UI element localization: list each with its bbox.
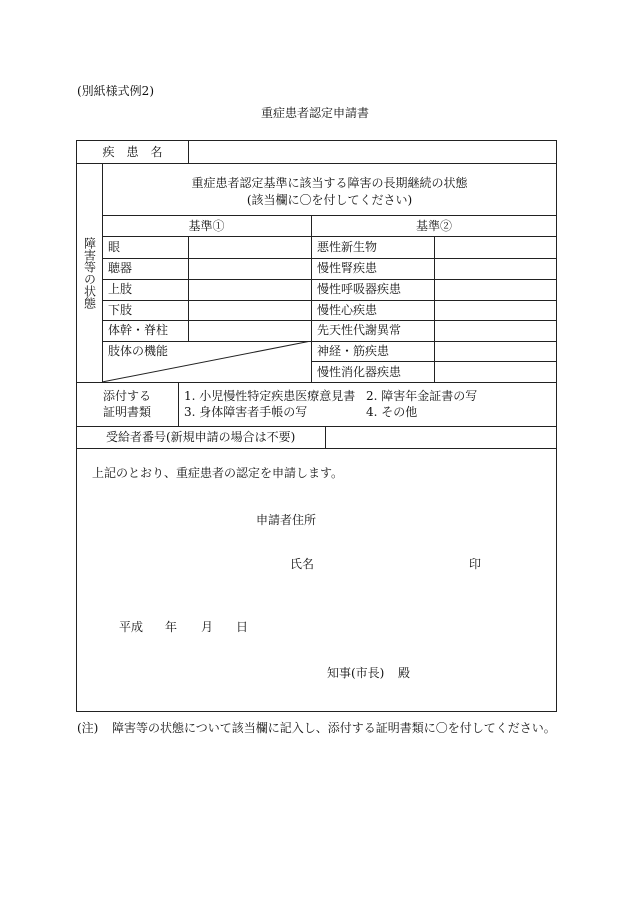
attachments-label-line1: 添付する	[102, 389, 151, 403]
addressee: 知事(市長)	[327, 666, 385, 680]
criteria-2-item: 悪性新生物	[317, 240, 378, 254]
criteria-1-item: 上肢	[108, 282, 133, 296]
criteria-1-item: 下肢	[108, 303, 133, 317]
applicant-name-field[interactable]	[320, 552, 460, 574]
disease-name-label: 疾 患 名	[102, 145, 163, 159]
criteria-1-check-cell[interactable]	[189, 321, 310, 341]
criteria-2-check-cell[interactable]	[435, 280, 556, 300]
criteria-2-check-cell[interactable]	[435, 362, 556, 382]
condition-side-label: 障害等の状態	[82, 237, 97, 309]
criteria-1-check-cell[interactable]	[189, 280, 310, 300]
criteria-1-check-cell[interactable]	[189, 259, 310, 279]
criteria-2-item: 慢性呼吸器疾患	[317, 282, 402, 296]
criteria-2-check-cell[interactable]	[435, 259, 556, 279]
criteria-2-item: 先天性代謝異常	[317, 323, 402, 337]
recipient-number-label: 受給者番号(新規申請の場合は不要)	[106, 430, 296, 444]
criteria-2-check-cell[interactable]	[435, 342, 556, 361]
date-day-label: 日	[236, 620, 249, 634]
seal-mark: 印	[469, 557, 482, 571]
applicant-address-label: 申請者住所	[256, 513, 317, 527]
attachments-label-line2: 証明書類	[102, 405, 151, 419]
attachment-option[interactable]: 3. 身体障害者手帳の写	[184, 405, 308, 419]
addressee-honorific: 殿	[398, 666, 411, 680]
criteria-1-title: 基準①	[188, 219, 225, 233]
footnote-text: 障害等の状態について該当欄に記入し、添付する証明書類に〇を付してください。	[112, 721, 556, 735]
criteria-2-item: 慢性心疾患	[317, 303, 378, 317]
criteria-1-item: 肢体の機能	[108, 344, 169, 358]
date-month-label: 月	[201, 620, 214, 634]
condition-instruction: (該当欄に〇を付してください)	[246, 193, 413, 207]
attachment-option[interactable]: 4. その他	[366, 405, 418, 419]
application-statement: 上記のとおり、重症患者の認定を申請します。	[92, 466, 344, 480]
applicant-address-field[interactable]	[320, 508, 540, 530]
criteria-2-check-cell[interactable]	[435, 321, 556, 341]
page-title: 重症患者認定申請書	[260, 106, 369, 120]
date-era: 平成	[119, 620, 144, 634]
criteria-2-item: 神経・筋疾患	[317, 344, 390, 358]
attachment-option[interactable]: 2. 障害年金証書の写	[366, 389, 478, 403]
criteria-1-item: 聴器	[108, 261, 133, 275]
applicant-name-label: 氏名	[290, 557, 315, 571]
date-year-label: 年	[165, 620, 178, 634]
criteria-1-item: 体幹・脊柱	[108, 323, 169, 337]
criteria-2-title: 基準②	[415, 219, 452, 233]
criteria-1-check-cell[interactable]	[189, 342, 310, 361]
condition-heading: 重症患者認定基準に該当する障害の長期継続の状態	[191, 176, 468, 190]
form-reference: (別紙様式例2)	[77, 84, 154, 98]
criteria-2-item: 慢性消化器疾患	[317, 365, 402, 379]
attachment-option[interactable]: 1. 小児慢性特定疾患医療意見書	[184, 389, 356, 403]
criteria-2-item: 慢性腎疾患	[317, 261, 378, 275]
criteria-1-check-cell[interactable]	[189, 301, 310, 320]
criteria-2-check-cell[interactable]	[435, 237, 556, 258]
footnote-marker: (注)	[77, 721, 99, 735]
criteria-2-check-cell[interactable]	[435, 301, 556, 320]
criteria-1-check-cell[interactable]	[189, 237, 310, 258]
criteria-1-item: 眼	[108, 240, 121, 254]
